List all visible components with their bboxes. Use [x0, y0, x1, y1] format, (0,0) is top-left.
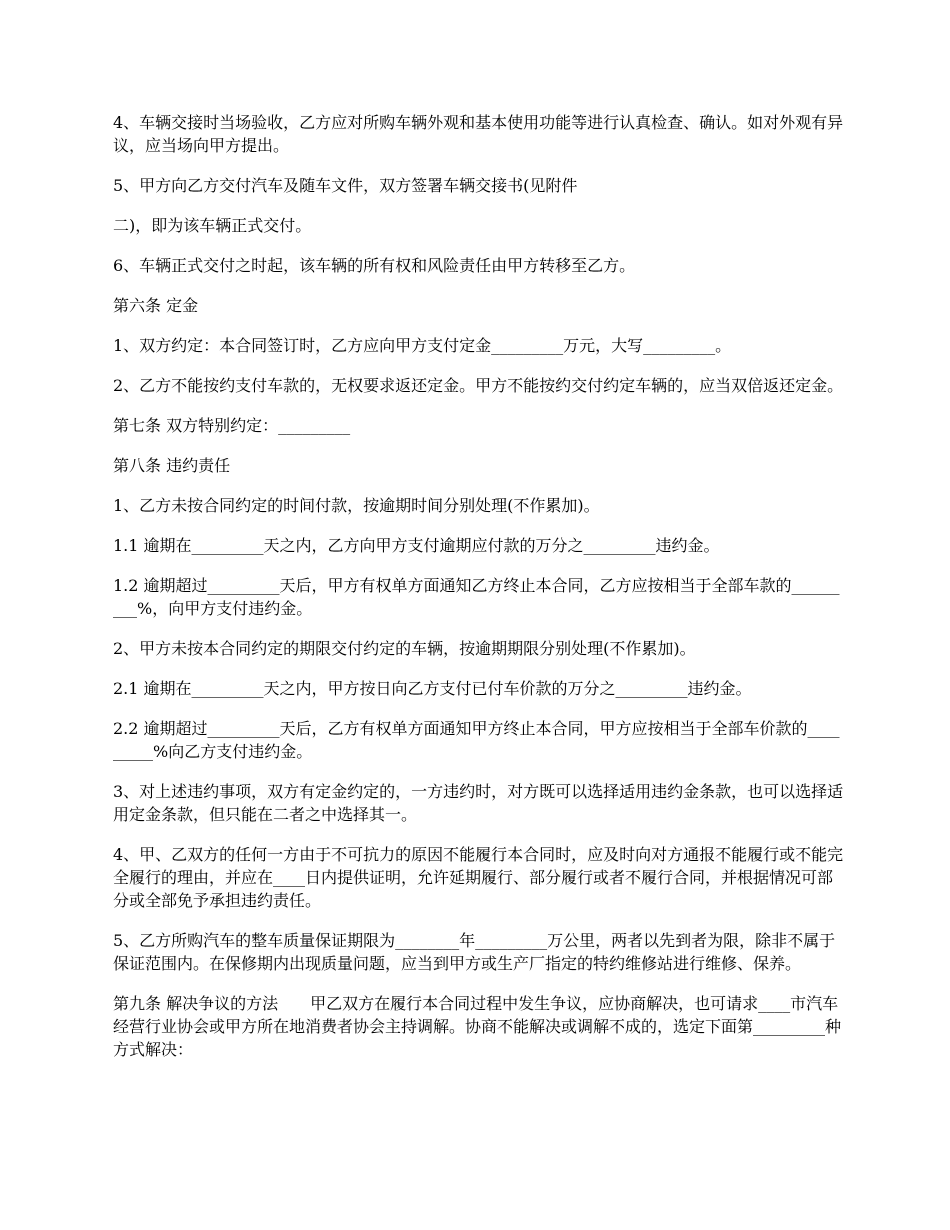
heading-article-6: 第六条 定金	[113, 296, 199, 315]
paragraph-late-delivery-2-1: 2.1 逾期在_________天之内，甲方按日向乙方支付已付车价款的万分之_________违约金。	[113, 679, 752, 698]
paragraph-article-9-disputes: 第九条 解决争议的方法 甲乙双方在履行本合同过程中发生争议，应协商解决，也可请求____市汽车经营行业协会或甲方所在地消费者协会主持调解。协商不能解决或调解不成的，选定下面第_________种方式解决：	[113, 994, 842, 1059]
paragraph-warranty: 5、乙方所购汽车的整车质量保证期限为________年_________万公里，两者以先到者为限，除非不属于保证范围内。在保修期内出现质量问题，应当到甲方或生产厂指定的特约维修站进行维修、保养。	[113, 931, 836, 973]
paragraph-formal-delivery: 二)，即为该车辆正式交付。	[113, 216, 312, 235]
paragraph-vehicle-inspection: 4、车辆交接时当场验收，乙方应对所购车辆外观和基本使用功能等进行认真检查、确认。如对外观有异议，应当场向甲方提出。	[113, 113, 844, 155]
paragraph-ownership-transfer: 6、车辆正式交付之时起，该车辆的所有权和风险责任由甲方转移至乙方。	[113, 256, 636, 275]
paragraph-delivery-documents: 5、甲方向乙方交付汽车及随车文件，双方签署车辆交接书(见附件	[113, 176, 578, 195]
paragraph-deposit-return: 2、乙方不能按约支付车款的，无权要求返还定金。甲方不能按约交付约定车辆的，应当双倍返还定金。	[113, 376, 844, 395]
contract-page	[113, 111, 845, 1078]
paragraph-late-payment-1-1: 1.1 逾期在_________天之内，乙方向甲方支付逾期应付款的万分之_________违约金。	[113, 536, 720, 555]
paragraph-deposit-amount: 1、双方约定：本合同签订时，乙方应向甲方支付定金_________万元，大写_________。	[113, 336, 732, 355]
paragraph-late-payment-1-2: 1.2 逾期超过_________天后，甲方有权单方面通知乙方终止本合同，乙方应按相当于全部车款的_________%，向甲方支付违约金。	[113, 576, 840, 618]
paragraph-force-majeure: 4、甲、乙双方的任何一方由于不可抗力的原因不能履行本合同时，应及时向对方通报不能履行或不能完全履行的理由，并应在____日内提供证明，允许延期履行、部分履行或者不履行合同，并根据情况可部分或全部免予承担违约责任。	[113, 845, 844, 910]
heading-article-7: 第七条 双方特别约定：_________	[113, 416, 351, 435]
paragraph-late-payment: 1、乙方未按合同约定的时间付款，按逾期时间分别处理(不作累加)。	[113, 496, 600, 515]
paragraph-late-delivery: 2、甲方未按本合同约定的期限交付约定的车辆，按逾期期限分别处理(不作累加)。	[113, 639, 696, 658]
paragraph-deposit-or-penalty: 3、对上述违约事项，双方有定金约定的，一方违约时，对方既可以选择适用违约金条款，也可以选择适用定金条款，但只能在二者之中选择其一。	[113, 782, 844, 824]
heading-article-8: 第八条 违约责任	[113, 456, 231, 475]
paragraph-late-delivery-2-2: 2.2 逾期超过_________天后，乙方有权单方面通知甲方终止本合同，甲方应按相当于全部车价款的_________%向乙方支付违约金。	[113, 719, 840, 761]
